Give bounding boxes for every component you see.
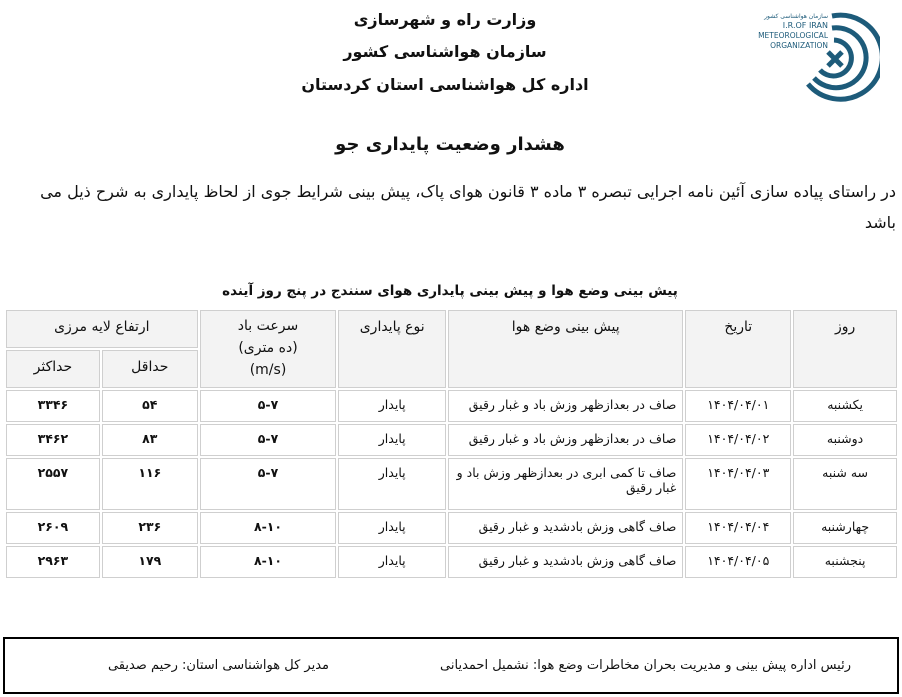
cell-max: ۲۶۰۹ <box>6 512 100 544</box>
cell-forecast: صاف گاهی وزش بادشدید و غبار رقیق <box>448 512 683 544</box>
table-row <box>6 424 897 456</box>
logo-text-en3: ORGANIZATION <box>770 41 828 50</box>
header-boundary-layer: ارتفاع لایه مرزی <box>6 310 198 348</box>
cell-wind: ۵-۷ <box>200 424 337 456</box>
cell-wind: ۵-۷ <box>200 458 337 510</box>
cell-min: ۲۳۶ <box>102 512 198 544</box>
cell-wind: ۸-۱۰ <box>200 546 337 578</box>
cell-stability: پایدار <box>338 546 446 578</box>
cell-min: ۸۳ <box>102 424 198 456</box>
cell-min: ۱۱۶ <box>102 458 198 510</box>
cell-date: ۱۴۰۴/۰۴/۰۲ <box>685 424 791 456</box>
forecast-head-signature: رئیس اداره پیش بینی و مدیریت بحران مخاطرات وضع هوا: نشمیل احمدیانی <box>440 658 851 673</box>
wind-unit-label: (m/s) <box>249 362 287 378</box>
cell-stability: پایدار <box>338 424 446 456</box>
cell-min: ۱۷۹ <box>102 546 198 578</box>
header-stability: نوع پایداری <box>338 310 446 388</box>
wind-height-label: (ده متری) <box>238 340 298 356</box>
cell-forecast: صاف در بعدازظهر وزش باد و غبار رقیق <box>448 424 683 456</box>
cell-wind: ۵-۷ <box>200 390 337 422</box>
director-general-signature: مدیر کل هواشناسی استان: رحیم صدیقی <box>107 658 329 673</box>
cell-date: ۱۴۰۴/۰۴/۰۱ <box>685 390 791 422</box>
cell-day: یکشنبه <box>793 390 897 422</box>
table-row <box>6 390 897 422</box>
header-forecast: پیش بینی وضع هوا <box>448 310 683 388</box>
header-date: تاریخ <box>685 310 791 388</box>
header-day: روز <box>793 310 897 388</box>
cell-forecast: صاف در بعدازظهر وزش باد و غبار رقیق <box>448 390 683 422</box>
logo-text-en1: I.R.OF IRAN <box>782 21 828 30</box>
cell-stability: پایدار <box>338 458 446 510</box>
organization-name: سازمان هواشناسی کشور <box>343 42 547 61</box>
intro-paragraph: در راستای پیاده سازی آئین نامه اجرایی تبصره ۳ ماده ۳ قانون هوای پاک، پیش بینی شرایط جوی از لحاظ پایداری به شرح ذیل می باشد <box>40 182 896 232</box>
signature-footer <box>3 637 899 694</box>
cell-day: دوشنبه <box>793 424 897 456</box>
ministry-name: وزارت راه و شهرسازی <box>353 10 537 29</box>
cell-forecast: صاف تا کمی ابری در بعدازظهر وزش باد و غبار رقیق <box>448 458 683 510</box>
cell-max: ۲۵۵۷ <box>6 458 100 510</box>
cell-date: ۱۴۰۴/۰۴/۰۳ <box>685 458 791 510</box>
forecast-table <box>4 308 899 580</box>
cell-day: سه شنبه <box>793 458 897 510</box>
cell-day: پنجشنبه <box>793 546 897 578</box>
cell-wind: ۸-۱۰ <box>200 512 337 544</box>
table-row <box>6 546 897 578</box>
cell-max: ۳۳۴۶ <box>6 390 100 422</box>
table-row <box>6 512 897 544</box>
header-min: حداقل <box>102 350 198 388</box>
cell-stability: پایدار <box>338 512 446 544</box>
table-row <box>6 458 897 510</box>
logo-text-fa: سازمان هواشناسی کشور <box>764 13 828 20</box>
department-name: اداره کل هواشناسی استان کردستان <box>301 75 589 94</box>
wind-label: سرعت باد <box>237 318 299 334</box>
page-title: هشدار وضعیت پایداری جو <box>335 134 565 155</box>
meteorological-organization-logo <box>748 8 880 104</box>
cell-date: ۱۴۰۴/۰۴/۰۵ <box>685 546 791 578</box>
cell-stability: پایدار <box>338 390 446 422</box>
table-caption: پیش بینی وضع هوا و پیش بینی پایداری هوای سنندج در پنج روز آینده <box>222 283 678 299</box>
logo-text-en2: METEOROLOGICAL <box>758 31 828 40</box>
cell-date: ۱۴۰۴/۰۴/۰۴ <box>685 512 791 544</box>
cell-max: ۳۴۶۲ <box>6 424 100 456</box>
cell-forecast: صاف گاهی وزش بادشدید و غبار رقیق <box>448 546 683 578</box>
cell-min: ۵۴ <box>102 390 198 422</box>
cell-max: ۲۹۶۳ <box>6 546 100 578</box>
header-max: حداکثر <box>6 350 100 388</box>
header-wind-speed <box>200 310 337 388</box>
cell-day: چهارشنبه <box>793 512 897 544</box>
